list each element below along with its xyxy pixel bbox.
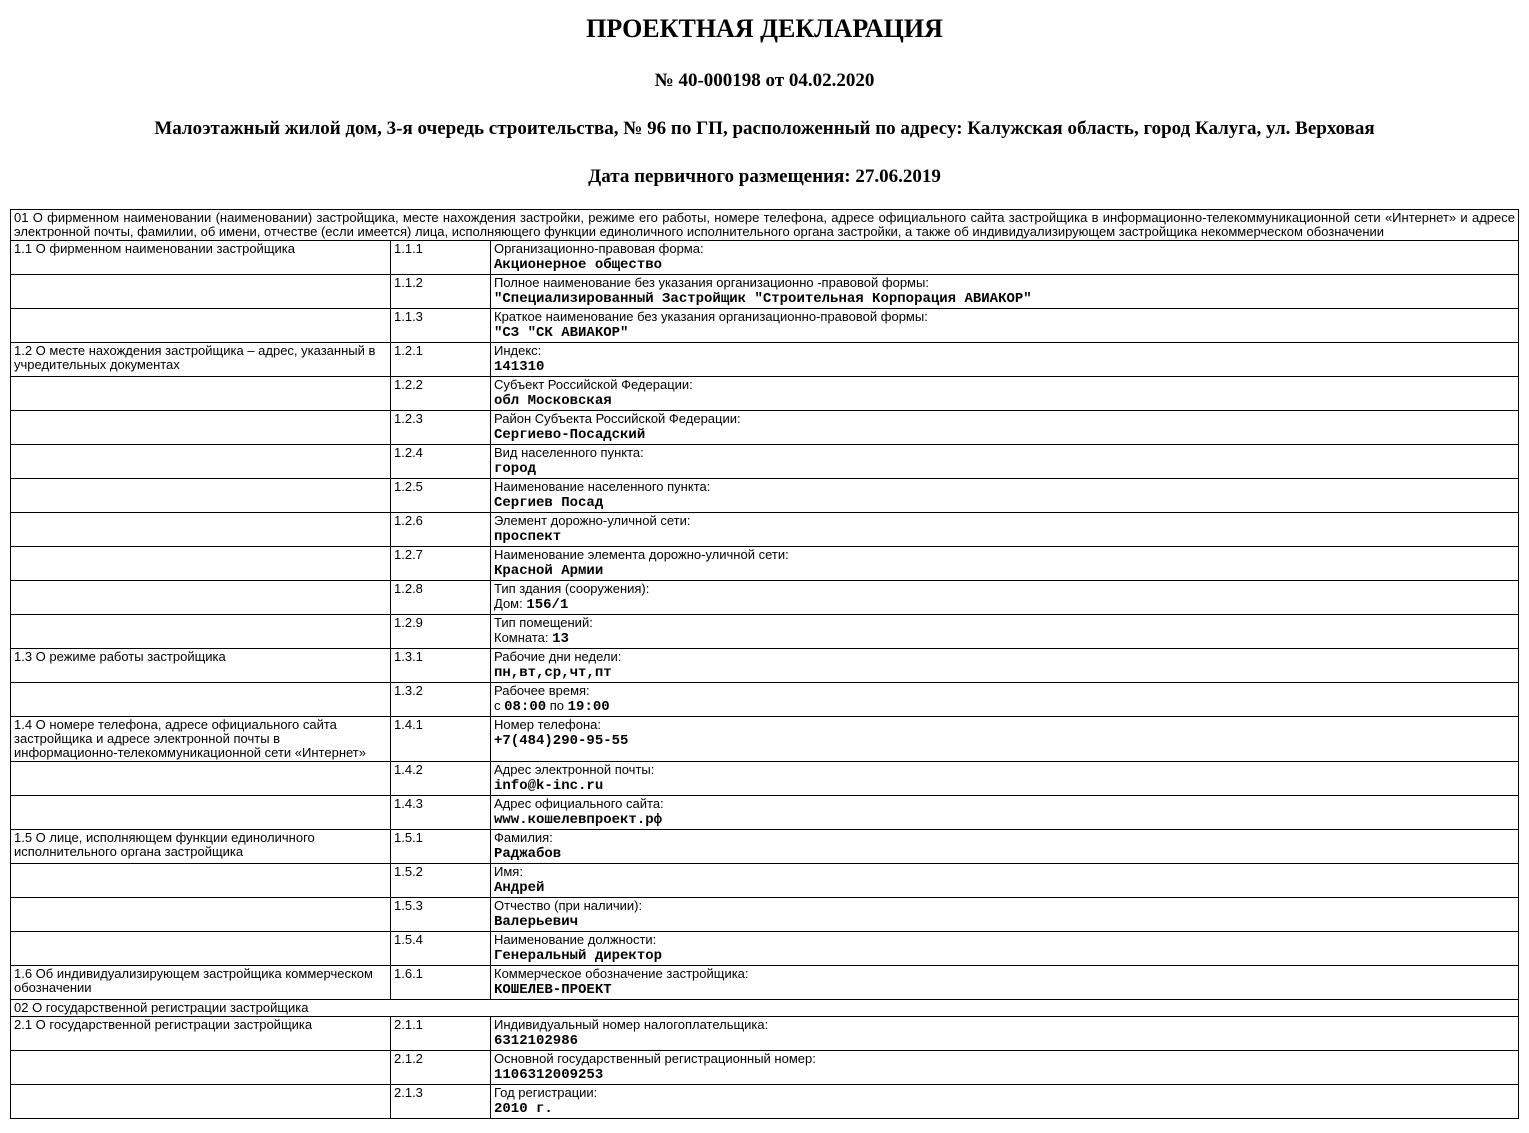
declaration-row [11, 377, 1519, 411]
item-value [494, 290, 1515, 307]
group-cell [11, 1085, 391, 1119]
item-label: Год регистрации: [494, 1085, 598, 1100]
item-value [494, 494, 1515, 511]
item-value-cell [491, 966, 1519, 1000]
item-value [494, 879, 1515, 896]
item-code: 1.6.1 [391, 966, 491, 1000]
item-value [494, 913, 1515, 930]
declaration-row [11, 717, 1519, 762]
value-segment: Генеральный директор [494, 948, 663, 964]
item-value-cell [491, 275, 1519, 309]
item-value-cell [491, 309, 1519, 343]
item-value-cell [491, 547, 1519, 581]
item-code: 1.3.1 [391, 649, 491, 683]
group-cell [11, 445, 391, 479]
value-segment: Сергиев Посад [494, 495, 604, 511]
item-value-cell [491, 513, 1519, 547]
item-value [494, 324, 1515, 341]
item-label: Полное наименование без указания организационно -правовой формы: [494, 275, 929, 290]
item-value [494, 664, 1515, 681]
item-label: Рабочие дни недели: [494, 649, 622, 664]
declaration-row [11, 683, 1519, 717]
item-label: Вид населенного пункта: [494, 445, 644, 460]
declaration-row [11, 796, 1519, 830]
group-cell: 1.6 Об индивидуализирующем застройщика коммерческом обозначении [11, 966, 391, 1000]
item-label: Номер телефона: [494, 717, 601, 732]
group-cell [11, 683, 391, 717]
item-label: Индивидуальный номер налогоплательщика: [494, 1017, 769, 1032]
item-code: 1.2.9 [391, 615, 491, 649]
item-value-cell [491, 864, 1519, 898]
section-title: 02 О государственной регистрации застройщика [11, 1000, 1519, 1017]
item-value-cell [491, 830, 1519, 864]
item-label: Коммерческое обозначение застройщика: [494, 966, 749, 981]
value-segment: Раджабов [494, 846, 562, 862]
item-value-cell [491, 796, 1519, 830]
item-label: Наименование элемента дорожно-уличной сети: [494, 547, 789, 562]
item-code: 1.5.1 [391, 830, 491, 864]
item-code: 1.2.7 [391, 547, 491, 581]
item-code: 1.2.5 [391, 479, 491, 513]
item-code: 1.2.6 [391, 513, 491, 547]
item-value-cell [491, 411, 1519, 445]
group-cell [11, 581, 391, 615]
item-value [494, 426, 1515, 443]
declaration-row [11, 241, 1519, 275]
item-value [494, 562, 1515, 579]
item-label: Тип здания (сооружения): [494, 581, 650, 596]
item-code: 2.1.1 [391, 1017, 491, 1051]
item-code: 1.5.2 [391, 864, 491, 898]
group-cell [11, 864, 391, 898]
declaration-row [11, 966, 1519, 1000]
declaration-row [11, 1051, 1519, 1085]
value-segment: 156/1 [526, 597, 569, 613]
item-value [494, 732, 1515, 749]
item-label: Краткое наименование без указания организационно-правовой формы: [494, 309, 928, 324]
declaration-row [11, 762, 1519, 796]
item-code: 1.5.4 [391, 932, 491, 966]
item-label: Основной государственный регистрационный номер: [494, 1051, 816, 1066]
item-value [494, 460, 1515, 477]
item-value-cell [491, 241, 1519, 275]
item-label: Элемент дорожно-уличной сети: [494, 513, 691, 528]
item-code: 1.2.4 [391, 445, 491, 479]
item-value [494, 698, 1515, 715]
value-segment: Акционерное общество [494, 257, 663, 273]
value-segment: "СЗ "СК АВИАКОР" [494, 325, 629, 341]
value-segment: Красной Армии [494, 563, 604, 579]
item-label: Имя: [494, 864, 523, 879]
declaration-row [11, 275, 1519, 309]
item-value [494, 358, 1515, 375]
group-cell: 1.5 О лице, исполняющем функции единоличного исполнительного органа застройщика [11, 830, 391, 864]
first-placement-date: Дата первичного размещения: 27.06.2019 [588, 166, 941, 187]
value-segment: "Специализированный Застройщик "Строительная Корпорация АВИАКОР" [494, 291, 1032, 307]
value-segment: 1106312009253 [494, 1067, 604, 1083]
group-cell [11, 762, 391, 796]
item-value-cell [491, 377, 1519, 411]
item-code: 1.3.2 [391, 683, 491, 717]
item-label: Наименование населенного пункта: [494, 479, 711, 494]
declaration-row [11, 1017, 1519, 1051]
section-header-row [11, 1000, 1519, 1017]
item-label: Субъект Российской Федерации: [494, 377, 693, 392]
value-segment: 141310 [494, 359, 545, 375]
value-segment: info@k-inc.ru [494, 778, 604, 794]
item-label: Тип помещений: [494, 615, 593, 630]
group-cell [11, 309, 391, 343]
item-label: Адрес официального сайта: [494, 796, 664, 811]
value-prefix-segment: по [546, 698, 568, 713]
item-value-cell [491, 898, 1519, 932]
declaration-row [11, 479, 1519, 513]
item-code: 1.1.1 [391, 241, 491, 275]
declaration-table [10, 209, 1519, 1119]
item-value [494, 630, 1515, 647]
item-value [494, 811, 1515, 828]
group-cell [11, 932, 391, 966]
item-value-cell [491, 762, 1519, 796]
value-segment: +7(484)290-95-55 [494, 733, 629, 749]
item-code: 1.2.3 [391, 411, 491, 445]
item-value-cell [491, 717, 1519, 762]
group-cell: 1.3 О режиме работы застройщика [11, 649, 391, 683]
item-value [494, 392, 1515, 409]
group-cell [11, 411, 391, 445]
group-cell [11, 547, 391, 581]
value-segment: Валерьевич [494, 914, 579, 930]
item-code: 1.1.2 [391, 275, 491, 309]
item-code: 1.4.2 [391, 762, 491, 796]
item-label: Индекс: [494, 343, 542, 358]
value-segment: 6312102986 [494, 1033, 579, 1049]
item-label: Отчество (при наличии): [494, 898, 643, 913]
item-value [494, 596, 1515, 613]
declaration-row [11, 830, 1519, 864]
item-value-cell [491, 343, 1519, 377]
group-cell: 1.1 О фирменном наименовании застройщика [11, 241, 391, 275]
declaration-row [11, 581, 1519, 615]
group-cell [11, 479, 391, 513]
item-label: Фамилия: [494, 830, 553, 845]
declaration-number: № 40-000198 от 04.02.2020 [654, 70, 875, 91]
declaration-row [11, 411, 1519, 445]
item-value [494, 1100, 1515, 1117]
declaration-row [11, 1085, 1519, 1119]
item-label: Рабочее время: [494, 683, 590, 698]
item-code: 1.4.1 [391, 717, 491, 762]
value-segment: Сергиево-Посадский [494, 427, 646, 443]
group-cell [11, 615, 391, 649]
value-segment: www.кошелевпроект.рф [494, 812, 663, 828]
group-cell [11, 898, 391, 932]
item-value-cell [491, 683, 1519, 717]
item-value [494, 1032, 1515, 1049]
group-cell [11, 275, 391, 309]
value-prefix-segment: Дом: [494, 596, 527, 611]
declaration-table-body [11, 210, 1519, 1119]
item-value [494, 947, 1515, 964]
item-code: 1.2.1 [391, 343, 491, 377]
value-segment: 08:00 [504, 699, 547, 715]
item-code: 1.4.3 [391, 796, 491, 830]
value-segment: пн,вт,ср,чт,пт [494, 665, 612, 681]
item-value-cell [491, 1085, 1519, 1119]
item-value-cell [491, 932, 1519, 966]
declaration-row [11, 649, 1519, 683]
item-code: 1.1.3 [391, 309, 491, 343]
item-code: 2.1.3 [391, 1085, 491, 1119]
item-label: Наименование должности: [494, 932, 657, 947]
item-value [494, 845, 1515, 862]
item-value-cell [491, 479, 1519, 513]
item-value-cell [491, 1017, 1519, 1051]
object-description: Малоэтажный жилой дом, 3-я очередь строительства, № 96 по ГП, расположенный по адресу: Калужская область, город Калуга, ул. Верховая [154, 118, 1375, 139]
section-title: 01 О фирменном наименовании (наименовании) застройщика, месте нахождения застройки, режиме его работы, номере телефона, адресе официального сайта застройщика в информационно-телекоммуникационной сети «Интернет» и адресе электронной почты, фамилии, об имени, отчестве (если имеется) лица, исполняющего функции единоличного исполнительного органа застройки, а также об индивидуализирующем застройщика некоммерческом обозначении [11, 210, 1519, 241]
group-cell [11, 1051, 391, 1085]
item-value [494, 981, 1515, 998]
value-segment: Андрей [494, 880, 545, 896]
item-value-cell [491, 1051, 1519, 1085]
item-value-cell [491, 445, 1519, 479]
value-segment: 19:00 [567, 699, 610, 715]
group-cell: 1.2 О месте нахождения застройщика – адрес, указанный в учредительных документах [11, 343, 391, 377]
item-code: 1.2.8 [391, 581, 491, 615]
section-header-row [11, 210, 1519, 241]
group-cell: 1.4 О номере телефона, адресе официального сайта застройщика и адресе электронной почты в информационно-телекоммуникационной сети «Интернет» [11, 717, 391, 762]
value-segment: КОШЕЛЕВ-ПРОЕКТ [494, 982, 612, 998]
item-code: 1.5.3 [391, 898, 491, 932]
item-label: Адрес электронной почты: [494, 762, 655, 777]
value-segment: 2010 г. [494, 1101, 553, 1117]
item-label: Организационно-правовая форма: [494, 241, 704, 256]
page-title: ПРОЕКТНАЯ ДЕКЛАРАЦИЯ [586, 14, 943, 43]
value-prefix-segment: Комната: [494, 630, 553, 645]
declaration-row [11, 898, 1519, 932]
value-prefix-segment: с [494, 698, 505, 713]
declaration-row [11, 445, 1519, 479]
group-cell [11, 796, 391, 830]
group-cell [11, 513, 391, 547]
value-segment: город [494, 461, 537, 477]
declaration-row [11, 547, 1519, 581]
item-value [494, 777, 1515, 794]
declaration-row [11, 615, 1519, 649]
declaration-row [11, 513, 1519, 547]
declaration-row [11, 864, 1519, 898]
item-value [494, 256, 1515, 273]
value-segment: проспект [494, 529, 562, 545]
declaration-row [11, 343, 1519, 377]
item-label: Район Субъекта Российской Федерации: [494, 411, 741, 426]
item-value-cell [491, 649, 1519, 683]
declaration-row [11, 932, 1519, 966]
group-cell: 2.1 О государственной регистрации застройщика [11, 1017, 391, 1051]
value-segment: 13 [552, 631, 569, 647]
declaration-row [11, 309, 1519, 343]
value-segment: обл Московская [494, 393, 612, 409]
item-value [494, 528, 1515, 545]
group-cell [11, 377, 391, 411]
item-value-cell [491, 581, 1519, 615]
item-value [494, 1066, 1515, 1083]
item-code: 2.1.2 [391, 1051, 491, 1085]
item-value-cell [491, 615, 1519, 649]
item-code: 1.2.2 [391, 377, 491, 411]
